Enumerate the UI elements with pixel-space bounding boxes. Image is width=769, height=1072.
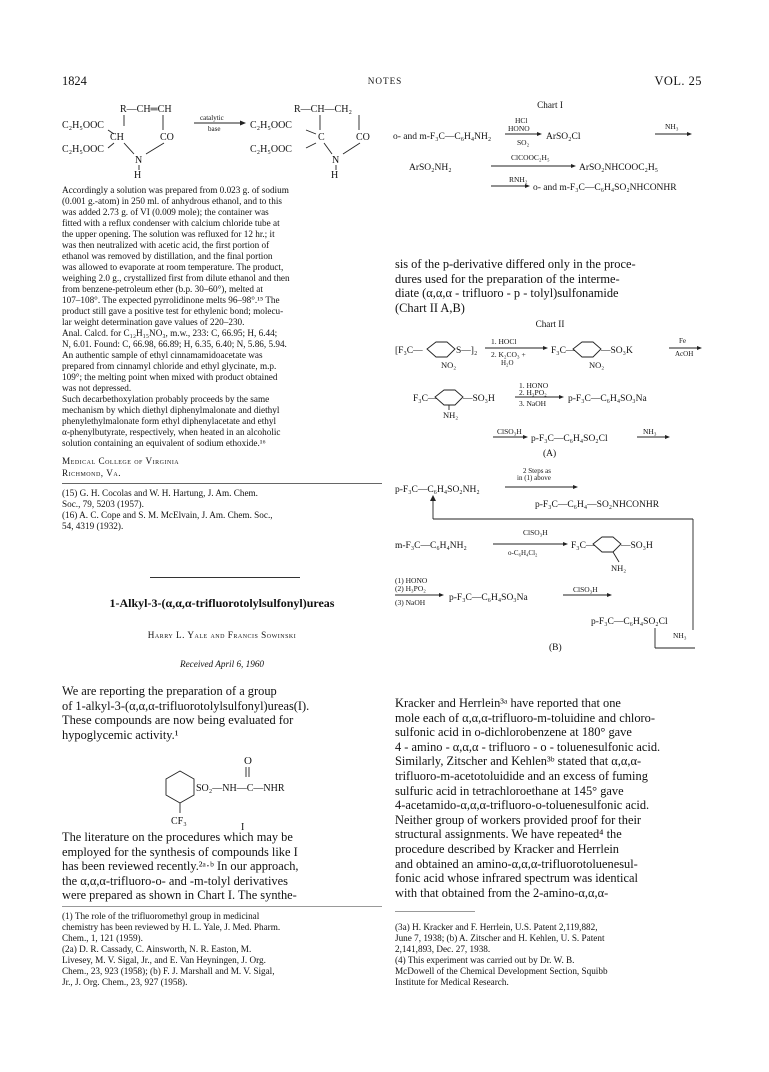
chart-2-clso3h-c: ClSO₃H — [573, 585, 598, 594]
chart-2-b-nh2: NH₂ — [611, 563, 627, 573]
text-line: and obtained an amino-α,α,α-trifluorotoluenesul- — [395, 856, 638, 871]
chart-1-sulfonamide: ArSO₂NH₂ — [409, 163, 452, 173]
affiliation-college: Medical College of Virginia — [62, 456, 180, 466]
text-line: mechanism by which diethyl diphenylmalonate and diethyl — [62, 405, 280, 415]
decarbethoxylation-reaction — [60, 98, 400, 180]
chart-2-two-steps: 2 Steps as — [523, 467, 551, 475]
text-line: sulfuric acid in tetrachloroethane at 145° gave — [395, 783, 624, 798]
text-line: was then neutralized with acetic acid, the first portion of — [62, 240, 270, 250]
text-line: was not depressed. — [62, 383, 132, 393]
chart-2-solvent: o-C₆H₄Cl₂ — [508, 549, 538, 557]
ring-a2 — [573, 342, 601, 357]
text-line: procedure described by Kracker and Herrlein — [395, 841, 619, 856]
reactant-n: N — [135, 155, 143, 166]
chart-2-sulfonyl-chloride-a: p-F₃C—C₆H₄SO₂Cl — [531, 434, 608, 444]
chart-2-step-h3po2: 2. H₃PO₂ — [519, 388, 547, 397]
chart-2-title: Chart II — [535, 319, 565, 329]
text-line: weighing 2.0 g., crystallized first from dilute ethanol and then — [62, 273, 290, 283]
chart-2-b-h3po2: (2) H₃PO₂ — [395, 584, 426, 593]
chart-1-nh3: NH₃ — [665, 122, 679, 131]
reactant-top: R—CH═CH — [120, 104, 172, 115]
text-line: employed for the synthesis of compounds like I — [62, 844, 298, 859]
chart-1-chloroformate: ClCOOC₂H₅ — [511, 153, 550, 162]
text-line: 4-acetamido-α,α,α-trifluoro-o-toluenesulfonic acid. — [395, 798, 650, 813]
article-divider — [150, 577, 300, 578]
affiliation-city: Richmond, Va. — [62, 468, 121, 478]
text-line: 109°; the melting point when mixed with product obtained — [62, 372, 278, 382]
chart-2-fe: Fe — [679, 337, 686, 345]
text-line: Such decarbethoxylation probably proceeds by the same — [62, 394, 270, 404]
footnote-line: Chem., 1, 121 (1959). — [62, 933, 143, 943]
chart-2-in-above: in (1) above — [517, 474, 551, 482]
chart-2-aniline-so3h: —SO₃H — [463, 394, 495, 404]
cf3-group: CF₃ — [171, 816, 187, 827]
chart-2-prod-f3c: F₃C— — [551, 346, 576, 356]
reactant-h: H — [134, 170, 142, 180]
text-line: phenylethylmalonate form ethyl diphenylacetate and ethyl — [62, 416, 277, 426]
page-number: 1824 — [62, 74, 87, 88]
article-authors: Harry L. Yale and Francis Sowinski — [147, 630, 297, 640]
chart-2-hocl: 1. HOCl — [491, 337, 517, 346]
chart-1-hono: HONO — [508, 124, 530, 133]
text-line: product still gave a positive test for ethylenic bond; molecu- — [62, 306, 284, 316]
text-line: lar weight determination gave values of 220–230. — [62, 317, 245, 327]
text-line: diate (α,α,α - trifluoro - p - tolyl)sulfonamide — [395, 286, 619, 301]
text-line: sulfonic acid in o-dichlorobenzene at 180° gave — [395, 725, 632, 740]
literature-paragraph — [62, 830, 382, 903]
footnote-line: Chem., 23, 923 (1958); (b) F. J. Marshall and M. V. Sigal, — [62, 966, 275, 976]
chart-2-sulfonamide: p-F₃C—C₆H₄SO₂NH₂ — [395, 485, 480, 495]
reference-line: (15) G. H. Cocolas and W. H. Hartung, J. Am. Chem. — [62, 488, 258, 498]
footnote-line: (1) The role of the trifluoromethyl group in medicinal — [62, 911, 260, 921]
chart-1-urea-product: o- and m-F₃C—C₆H₄SO₂NHCONHR — [533, 183, 677, 192]
text-line: fonic acid whose infrared spectrum was identical — [395, 871, 638, 886]
text-line: Kracker and Herrlein³ᵃ have reported that one — [395, 696, 621, 710]
text-line: sis of the p-derivative differed only in the proce- — [395, 257, 636, 271]
footnote-line: 2,141,893, Dec. 27, 1938. — [395, 944, 491, 954]
chart-1-start: o- and m-F₃C—C₆H₄NH₂ — [393, 132, 492, 142]
chart-2-acoh: AcOH — [675, 350, 694, 358]
text-line: Accordingly a solution was prepared from 0.023 g. of sodium — [62, 185, 289, 195]
product-ester-2: C₂H₅OOC — [250, 144, 292, 155]
text-line: Neither group of workers provided proof for their — [395, 812, 642, 827]
arrow-label-bottom: base — [208, 125, 221, 133]
chart-2-b-so3h: —SO₃H — [621, 541, 653, 551]
reference-line: (16) A. C. Cope and S. M. McElvain, J. Am. Chem. Soc., — [62, 510, 273, 520]
chart-2-final-urea: p-F₃C—C₆H₄—SO₂NHCONHR — [535, 500, 660, 510]
text-line: was added 2.73 g. of VI (0.009 mole); the container was — [62, 207, 269, 217]
footnote-line: Institute for Medical Research. — [395, 977, 509, 987]
intro-paragraph — [62, 684, 382, 742]
chart-2-sodium-sulfonate: p-F₃C—C₆H₄SO₃Na — [568, 394, 647, 404]
chart-2-nh3-b: NH₃ — [673, 631, 687, 640]
structure-I — [150, 753, 350, 833]
kracker-paragraph — [395, 696, 705, 900]
text-line: hypoglycemic activity.¹ — [62, 727, 179, 742]
text-line: An authentic sample of ethyl cinnamamidoacetate was — [62, 350, 263, 360]
volume-label: VOL. 25 — [654, 74, 702, 88]
text-line: were prepared as shown in Chart I. The synthe- — [62, 888, 297, 903]
footnote-divider-left — [62, 906, 382, 907]
footnote-line: (2a) D. R. Cassady, C. Ainsworth, N. R. Easton, M. — [62, 944, 252, 954]
article-title: 1-Alkyl-3-(α,α,α-trifluorotolylsulfonyl)ureas — [109, 596, 335, 610]
chart-1-carbamate: ArSO₂NHCOOC₂H₅ — [579, 163, 659, 173]
reactant-ester-2: C₂H₅OOC — [62, 144, 104, 155]
footnote-divider-right — [395, 911, 475, 912]
text-line: Similarly, Zitscher and Kehlen³ᵇ stated that α,α,α- — [395, 754, 642, 769]
product-n: N — [332, 155, 340, 166]
compound-label: I — [241, 822, 245, 833]
product-c: C — [318, 132, 325, 143]
chart-1-scheme — [393, 112, 705, 192]
chart-1-so2: SO₂ — [517, 138, 530, 147]
text-line: mole each of α,α,α-trifluoro-m-toluidine and chloro- — [395, 710, 655, 725]
reactant-ester-1: C₂H₅OOC — [62, 120, 104, 131]
chart-2-h2o: H₂O — [501, 359, 514, 367]
chart-1-title: Chart I — [537, 100, 563, 110]
text-line: trifluoro-m-acetotoluidide and an excess of fuming — [395, 768, 648, 783]
ring-b — [435, 390, 463, 410]
sulfonylurea-chain: SO₂—NH—C—NHR — [196, 783, 285, 794]
chart-2-clso3h-a: ClSO₃H — [497, 427, 522, 436]
chart-2-no2-left: NO₂ — [441, 360, 457, 370]
chart-2-clso3h-b: ClSO₃H — [523, 528, 548, 537]
footnote-line: Livesey, M. V. Sigal, Jr., and E. Van Heyningen, J. Org. — [62, 955, 266, 965]
chart-2-scheme — [393, 330, 707, 652]
arrow-label-top: catalytic — [200, 114, 224, 122]
benzene-ring — [166, 771, 194, 813]
text-line: has been reviewed recently.²ᵃ·ᵇ In our approach, — [62, 859, 299, 874]
reference-divider — [62, 483, 382, 484]
running-head: NOTES — [367, 76, 403, 86]
text-line: α-phenylbutyrate, respectively, when heated in an alcoholic — [62, 427, 281, 437]
text-line: was allowed to evaporate at room temperature. The product, — [62, 262, 284, 272]
text-line: prepared from cinnamyl chloride and ethyl glycinate, m.p. — [62, 361, 277, 371]
footnote-line: (4) This experiment was carried out by Dr. W. B. — [395, 955, 575, 965]
chart-2-b-f3c: F₃C— — [571, 541, 596, 551]
text-line: (Chart II A,B) — [395, 300, 465, 315]
footnote-line: June 7, 1938; (b) A. Zitscher and H. Kehlen, U. S. Patent — [395, 933, 605, 943]
chart-2-b-sodium-sulfonate: p-F₃C—C₆H₄SO₃Na — [449, 593, 528, 603]
footnote-line: McDowell of the Chemical Development Section, Squibb — [395, 966, 608, 976]
reactant-co: CO — [160, 132, 174, 143]
chart-2-b-naoh: (3) NaOH — [395, 598, 426, 607]
reactant-ch: CH — [110, 132, 124, 143]
footnotes-left — [62, 911, 382, 988]
chart-1-hcl: HCl — [515, 116, 528, 125]
chart-2-b-sulfonyl-chloride: p-F₃C—C₆H₄SO₂Cl — [591, 617, 668, 627]
text-line: The literature on the procedures which may be — [62, 830, 293, 844]
chart-2-no2-right: NO₂ — [589, 360, 605, 370]
text-line: These compounds are now being evaluated for — [62, 713, 294, 728]
chart-2-m-toluidine: m-F₃C—C₆H₄NH₂ — [395, 541, 467, 551]
chart-1-amine: RNH₂ — [509, 175, 528, 184]
text-line: dures used for the preparation of the interme- — [395, 271, 620, 286]
text-line: 4 - amino - α,α,α - trifluoro - o - toluenesulfonic acid. — [395, 739, 661, 754]
chart-2-b-hono: (1) HONO — [395, 576, 428, 585]
chart-2-aniline-nh2: NH₂ — [443, 410, 459, 420]
chart-2-label-b: (B) — [549, 643, 562, 652]
text-line: with that obtained from the 2-amino-α,α,α- — [395, 885, 609, 900]
text-line: solution containing an equivalent of sodium ethoxide.¹⁶ — [62, 438, 266, 448]
text-line: ethanol was removed by distillation, and the final portion — [62, 251, 273, 261]
text-line: the upper opening. The solution was refluxed for 12 hr.; it — [62, 229, 275, 239]
text-line: of 1-alkyl-3-(α,α,α-trifluorotolylsulfonyl)ureas(I). — [62, 698, 310, 713]
chart-2-return-line — [433, 496, 693, 630]
chart-2-step-hono: 1. HONO — [519, 381, 549, 390]
text-line: N, 6.01. Found: C, 66.98, 66.89; H, 6.35, 6.40; N, 5.86, 5.94. — [62, 339, 287, 349]
footnote-line: chemistry has been reviewed by H. L. Yale, J. Med. Pharm. — [62, 922, 281, 932]
text-line: structural assignments. We have repeated⁴ the — [395, 827, 622, 842]
received-date: Received April 6, 1960 — [179, 659, 265, 669]
text-line: from benzene-petroleum ether (b.p. 30–60°), melted at — [62, 284, 263, 294]
chart-2-disulfide-f3c: [F₃C— — [395, 346, 423, 356]
references-list — [62, 488, 382, 532]
chart-2-nh3-a: NH₃ — [643, 427, 657, 436]
ring-a1 — [427, 342, 455, 357]
chart-1-sulfonyl-chloride: ArSO₂Cl — [546, 132, 581, 142]
chart-2-disulfide-s: S—]₂ — [456, 346, 478, 356]
chart-2-label-a: (A) — [543, 449, 557, 459]
text-line: We are reporting the preparation of a group — [62, 684, 277, 698]
text-line: the α,α,α-trifluoro-o- and -m-tolyl derivatives — [62, 873, 288, 888]
text-line: Anal. Calcd. for C₁₂H₁₅NO₃, m.w., 233: C, 66.95; H, 6.44; — [62, 328, 278, 338]
chart-2-k2co3: 2. K₂CO₃ + — [491, 350, 526, 359]
ring-e — [593, 537, 621, 562]
product-ester-1: C₂H₅OOC — [250, 120, 292, 131]
chart-2-step-naoh: 3. NaOH — [519, 399, 547, 408]
product-top: R—CH—CH₂ — [294, 104, 352, 115]
chart-2-aniline-f3c: F₃C— — [413, 394, 438, 404]
text-line: (0.001 g.-atom) in 250 ml. of anhydrous ethanol, and to this — [62, 196, 282, 206]
text-line: fitted with a reflux condenser with calcium chloride tube at — [62, 218, 280, 228]
text-line: 107–108°. The expected pyrrolidinone melts 96–98°.¹⁵ The — [62, 295, 280, 305]
footnotes-right — [395, 922, 705, 988]
reference-line: Soc., 79, 5203 (1957). — [62, 499, 144, 509]
footnote-line: Jr., J. Org. Chem., 23, 927 (1958). — [62, 977, 188, 987]
experimental-paragraph — [62, 185, 382, 449]
carbonyl-o: O — [244, 755, 252, 767]
product-co: CO — [356, 132, 370, 143]
procedure-paragraph — [395, 257, 705, 315]
footnote-line: (3a) H. Kracker and F. Herrlein, U.S. Patent 2,119,882, — [395, 922, 598, 932]
product-h: H — [331, 170, 339, 180]
reference-line: 54, 4319 (1932). — [62, 521, 124, 531]
chart-2-so3k: —SO₃K — [601, 346, 633, 356]
